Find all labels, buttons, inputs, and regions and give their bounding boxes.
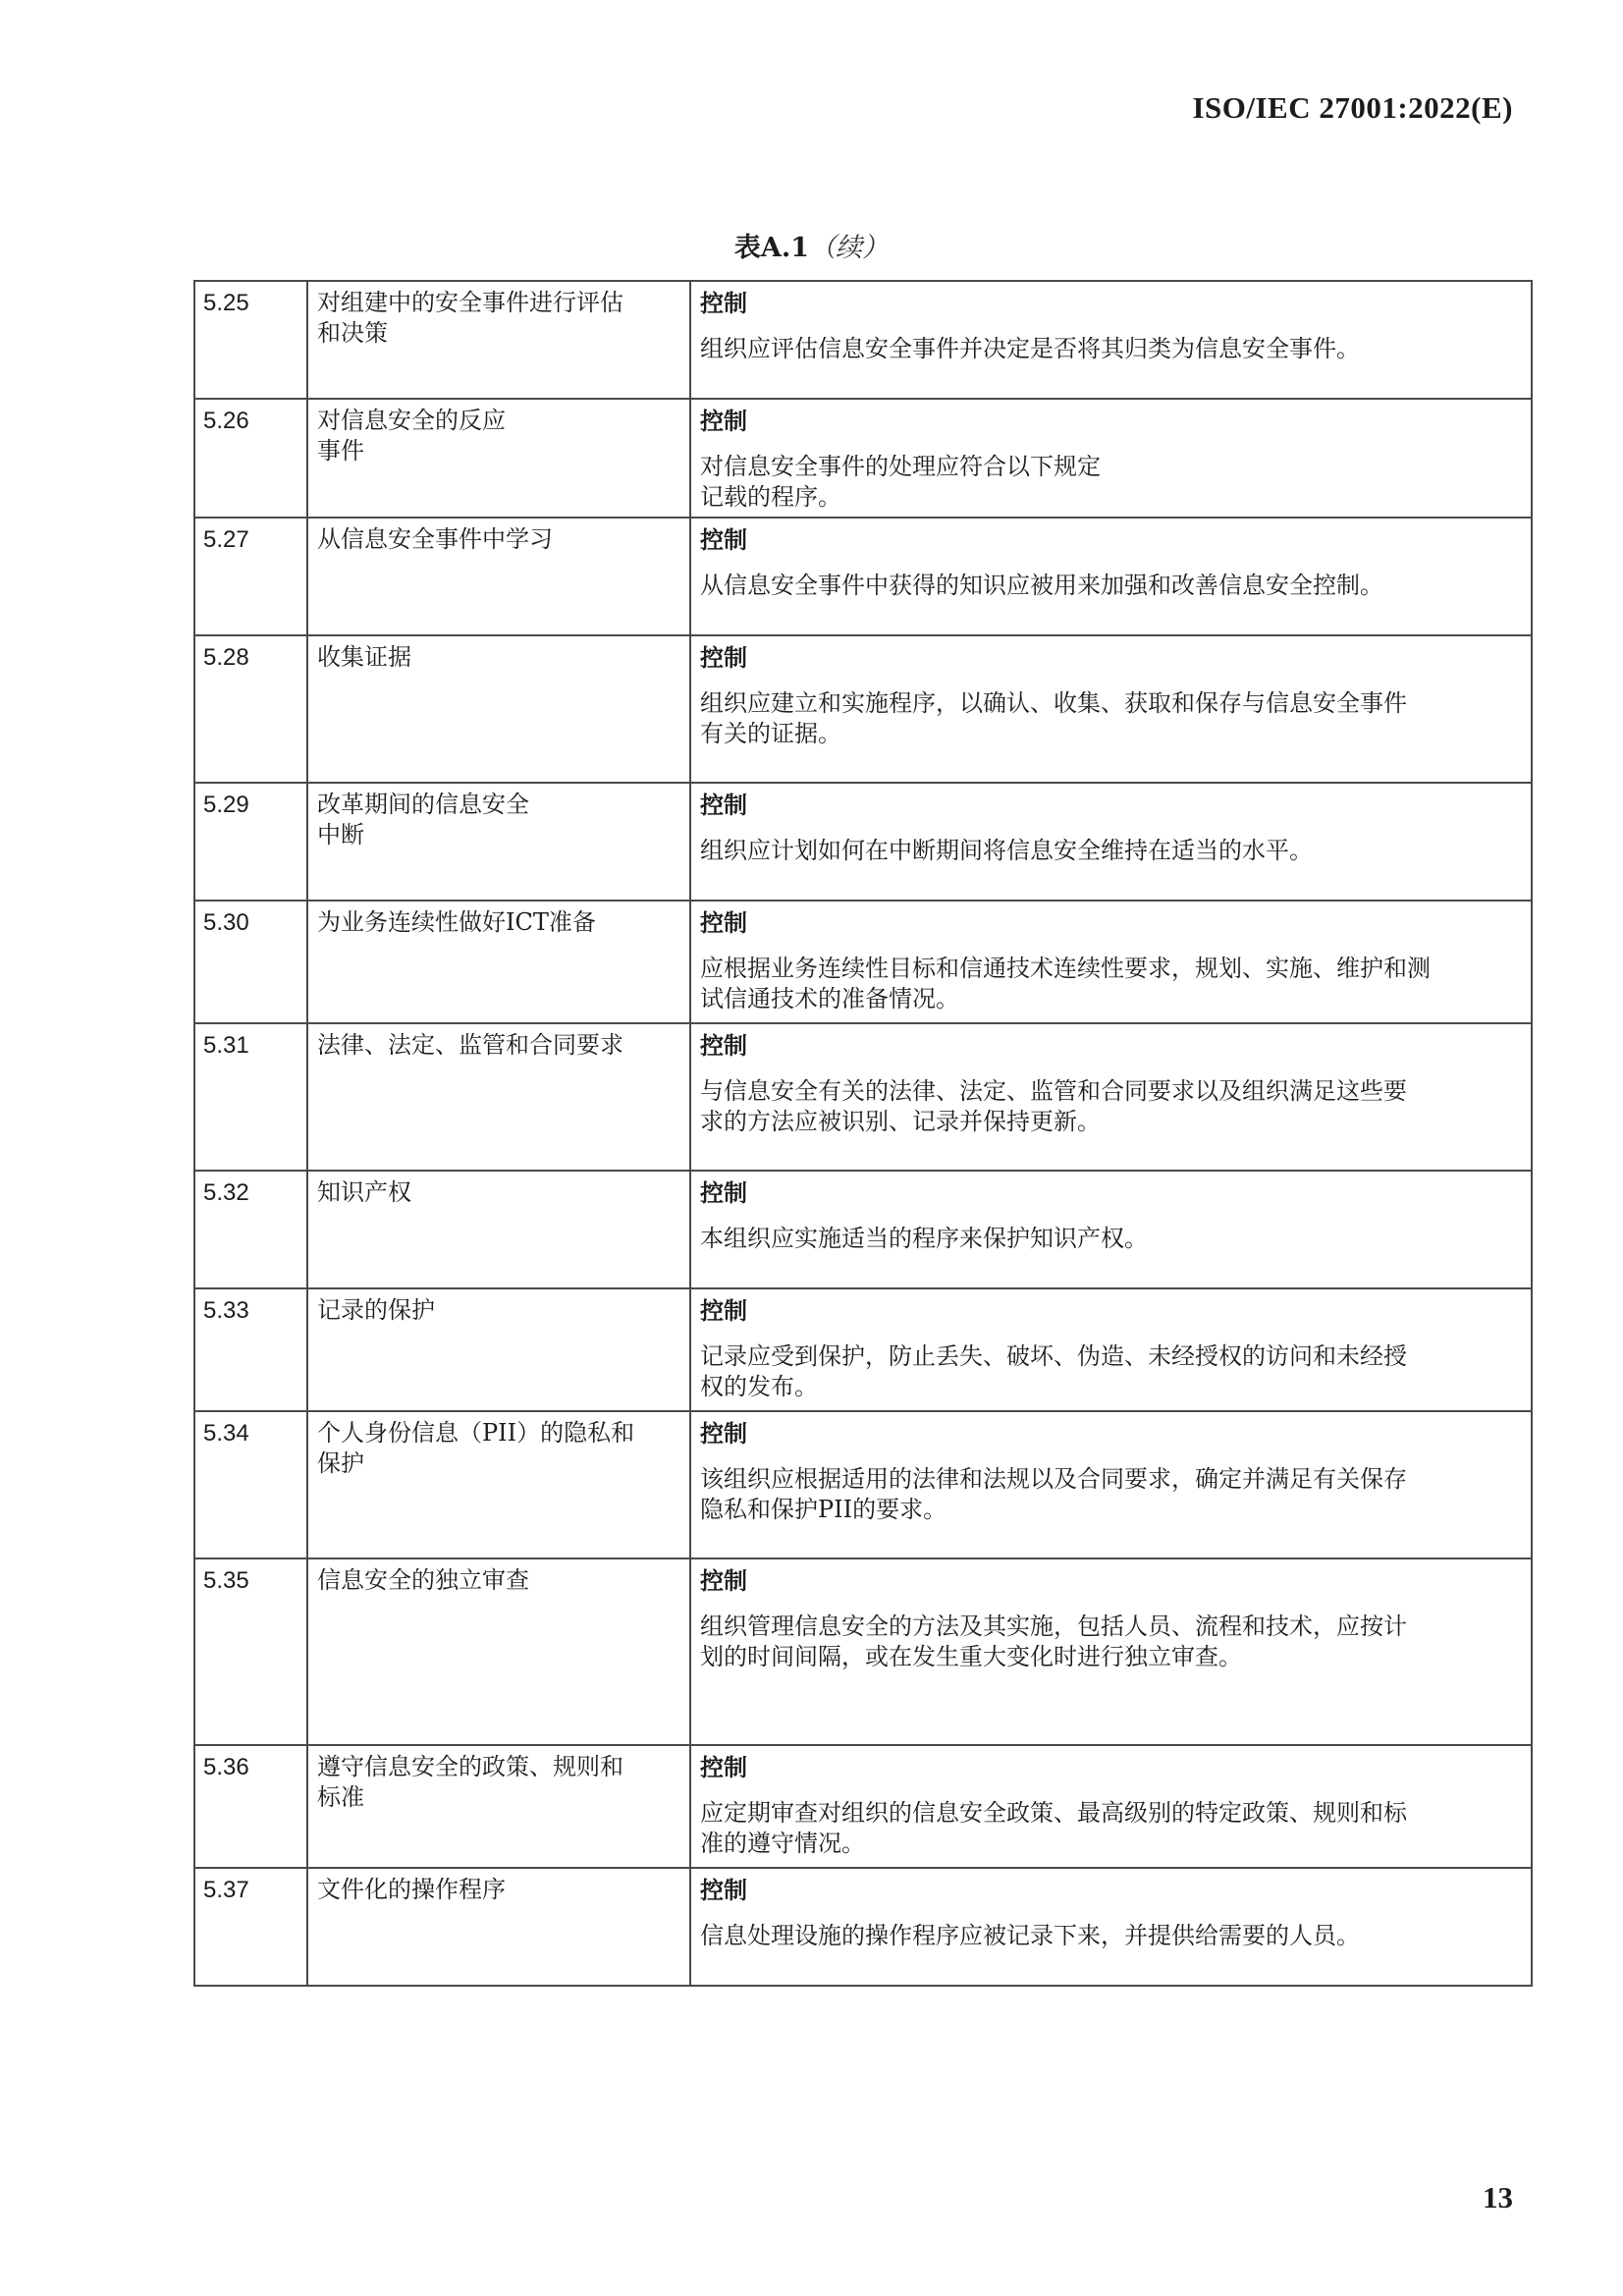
control-description [690, 901, 1532, 1023]
control-text-line: 应根据业务连续性目标和信通技术连续性要求，规划、实施、维护和测 [700, 955, 1431, 982]
control-label: 控制 [700, 1419, 747, 1448]
control-description [690, 1288, 1532, 1411]
table-caption-title: 表A.1 [733, 233, 810, 263]
control-title-line: 个人身份信息（PII）的隐私和 [317, 1419, 635, 1447]
control-description [690, 635, 1532, 783]
control-label: 控制 [700, 791, 747, 819]
control-number: 5.33 [194, 1288, 307, 1411]
control-title [307, 1171, 690, 1288]
control-text-line: 对信息安全事件的处理应符合以下规定 [700, 453, 1101, 480]
control-number: 5.29 [194, 783, 307, 901]
table-row [194, 1288, 1532, 1411]
control-text-line: 权的发布。 [700, 1373, 818, 1400]
control-title-line: 事件 [317, 437, 364, 465]
control-number: 5.25 [194, 281, 307, 399]
table-row [194, 281, 1532, 399]
control-title-line: 法律、法定、监管和合同要求 [317, 1031, 623, 1059]
control-title [307, 399, 690, 518]
control-label: 控制 [700, 289, 747, 317]
control-title-line: 和决策 [317, 319, 388, 347]
control-label: 控制 [700, 643, 747, 672]
control-text-line: 与信息安全有关的法律、法定、监管和合同要求以及组织满足这些要 [700, 1077, 1407, 1105]
control-text-line: 信息处理设施的操作程序应被记录下来，并提供给需要的人员。 [700, 1922, 1360, 1949]
control-description [690, 518, 1532, 635]
table-caption-continued: （续） [809, 233, 890, 263]
control-text-line: 求的方法应被识别、记录并保持更新。 [700, 1108, 1101, 1135]
table-row [194, 1745, 1532, 1868]
control-title [307, 1868, 690, 1986]
control-label: 控制 [700, 525, 747, 554]
control-title-line: 收集证据 [317, 643, 411, 671]
control-text-line: 应定期审查对组织的信息安全政策、最高级别的特定政策、规则和标 [700, 1799, 1407, 1827]
control-text-line: 记载的程序。 [700, 483, 841, 511]
table-row [194, 783, 1532, 901]
control-title [307, 1023, 690, 1171]
control-text-line: 从信息安全事件中获得的知识应被用来加强和改善信息安全控制。 [700, 572, 1383, 599]
control-label: 控制 [700, 1753, 747, 1781]
control-description [690, 1171, 1532, 1288]
control-title [307, 1558, 690, 1745]
control-label: 控制 [700, 1566, 747, 1595]
control-description [690, 1868, 1532, 1986]
control-title [307, 1288, 690, 1411]
control-text-line: 试信通技术的准备情况。 [700, 985, 959, 1012]
control-description [690, 1023, 1532, 1171]
control-text-line: 组织管理信息安全的方法及其实施，包括人员、流程和技术，应按计 [700, 1613, 1407, 1640]
table-row [194, 518, 1532, 635]
control-title [307, 783, 690, 901]
control-title-line: 对信息安全的反应 [317, 407, 506, 434]
table-row [194, 1411, 1532, 1558]
control-number: 5.34 [194, 1411, 307, 1558]
control-number: 5.32 [194, 1171, 307, 1288]
control-description [690, 399, 1532, 518]
control-title-line: 遵守信息安全的政策、规则和 [317, 1753, 623, 1780]
control-description [690, 783, 1532, 901]
control-text-line: 有关的证据。 [700, 720, 841, 747]
control-title-line: 保护 [317, 1449, 364, 1477]
control-number: 5.26 [194, 399, 307, 518]
table-row [194, 1558, 1532, 1745]
control-title [307, 1745, 690, 1868]
control-label: 控制 [700, 1031, 747, 1060]
table-row [194, 399, 1532, 518]
page-number: 13 [1483, 2180, 1513, 2214]
control-title [307, 635, 690, 783]
table-row [194, 901, 1532, 1023]
control-description [690, 1411, 1532, 1558]
table-caption [0, 226, 1623, 264]
control-title [307, 901, 690, 1023]
control-text-line: 记录应受到保护，防止丢失、破坏、伪造、未经授权的访问和未经授 [700, 1342, 1407, 1370]
control-title-line: 文件化的操作程序 [317, 1876, 506, 1903]
control-title-line: 中断 [317, 821, 364, 848]
table-row [194, 1023, 1532, 1171]
control-title-line: 知识产权 [317, 1178, 411, 1206]
control-title-line: 对组建中的安全事件进行评估 [317, 289, 623, 316]
controls-table [193, 280, 1533, 1987]
control-title-line: 标准 [317, 1783, 364, 1811]
control-number: 5.36 [194, 1745, 307, 1868]
table-row [194, 1868, 1532, 1986]
control-label: 控制 [700, 908, 747, 937]
control-number: 5.31 [194, 1023, 307, 1171]
control-text-line: 组织应建立和实施程序，以确认、收集、获取和保存与信息安全事件 [700, 689, 1407, 717]
control-text-line: 准的遵守情况。 [700, 1830, 865, 1857]
control-label: 控制 [700, 1178, 747, 1207]
control-description [690, 281, 1532, 399]
control-title-line: 为业务连续性做好ICT准备 [317, 908, 596, 936]
control-text-line: 划的时间间隔，或在发生重大变化时进行独立审查。 [700, 1643, 1242, 1670]
control-description [690, 1558, 1532, 1745]
control-number: 5.27 [194, 518, 307, 635]
table-row [194, 1171, 1532, 1288]
control-description [690, 1745, 1532, 1868]
control-text-line: 组织应评估信息安全事件并决定是否将其归类为信息安全事件。 [700, 335, 1360, 362]
control-title [307, 1411, 690, 1558]
control-number: 5.37 [194, 1868, 307, 1986]
control-label: 控制 [700, 407, 747, 435]
control-number: 5.35 [194, 1558, 307, 1745]
control-label: 控制 [700, 1876, 747, 1904]
control-title-line: 信息安全的独立审查 [317, 1566, 529, 1594]
control-label: 控制 [700, 1296, 747, 1325]
control-text-line: 组织应计划如何在中断期间将信息安全维持在适当的水平。 [700, 837, 1313, 864]
control-number: 5.30 [194, 901, 307, 1023]
document-header: ISO/IEC 27001:2022(E) [1192, 90, 1513, 125]
control-title [307, 281, 690, 399]
control-text-line: 本组织应实施适当的程序来保护知识产权。 [700, 1225, 1148, 1252]
control-title [307, 518, 690, 635]
control-number: 5.28 [194, 635, 307, 783]
table-row [194, 635, 1532, 783]
control-text-line: 隐私和保护PII的要求。 [700, 1496, 947, 1523]
control-title-line: 记录的保护 [317, 1296, 435, 1324]
control-title-line: 改革期间的信息安全 [317, 791, 529, 818]
control-title-line: 从信息安全事件中学习 [317, 525, 553, 553]
control-text-line: 该组织应根据适用的法律和法规以及合同要求，确定并满足有关保存 [700, 1465, 1407, 1493]
